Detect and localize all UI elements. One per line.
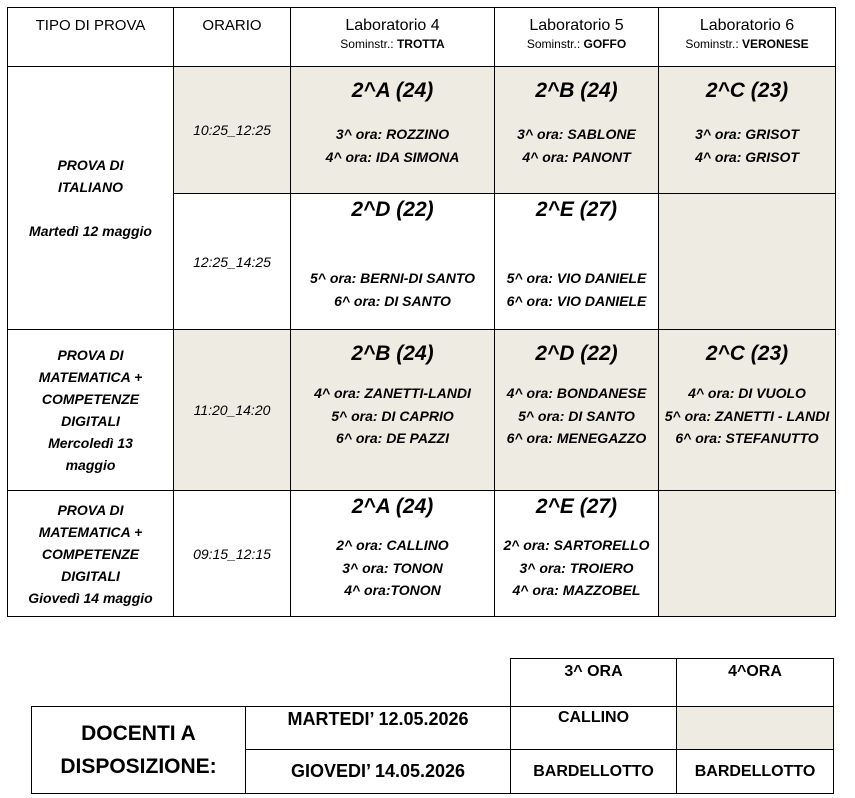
- lab-cell: 2^B (24) 3^ ora: SABLONE 4^ ora: PANONT: [495, 67, 659, 194]
- disposizione-row: [32, 707, 834, 750]
- lab-cell: 2^D (22) 4^ ora: BONDANESE 5^ ora: DI SANTO 6^ ora: MENEGAZZO: [495, 330, 659, 491]
- col-4ora: 4^ORA: [677, 659, 834, 707]
- time-slot: 11:20_14:20: [174, 330, 291, 491]
- time-slot: 10:25_12:25: [174, 67, 291, 194]
- header-lab5: Laboratorio 5 Sominstr.: GOFFO: [495, 8, 659, 67]
- time-slot: 12:25_14:25: [174, 194, 291, 330]
- schedule-row: [8, 330, 836, 491]
- schedule-row: [8, 67, 836, 194]
- prova-matematica-13: PROVA DI MATEMATICA + COMPETENZE DIGITALI Mercoledì 13 maggio: [8, 330, 174, 491]
- lab-cell: 2^C (23) 4^ ora: DI VUOLO 5^ ora: ZANETTI - LANDI 6^ ora: STEFANUTTO: [659, 330, 836, 491]
- docenti-title: DOCENTI A DISPOSIZIONE:: [32, 707, 246, 794]
- lab-cell: 2^A (24) 2^ ora: CALLINO 3^ ora: TONON 4^ ora:TONON: [291, 491, 495, 617]
- schedule-table: [7, 7, 836, 617]
- header-tipo: TIPO DI PROVA: [8, 8, 174, 67]
- lab-cell: 2^A (24) 3^ ora: ROZZINO 4^ ora: IDA SIMONA: [291, 67, 495, 194]
- lab-cell: 2^D (22) 5^ ora: BERNI-DI SANTO 6^ ora: DI SANTO: [291, 194, 495, 330]
- lab-cell: 2^C (23) 3^ ora: GRISOT 4^ ora: GRISOT: [659, 67, 836, 194]
- header-lab6: Laboratorio 6 Sominstr.: VERONESE: [659, 8, 836, 67]
- lab-cell: 2^E (27) 2^ ora: SARTORELLO 3^ ora: TROIERO 4^ ora: MAZZOBEL: [495, 491, 659, 617]
- disposizione-header-row: [32, 659, 834, 707]
- lab-cell: 2^B (24) 4^ ora: ZANETTI-LANDI 5^ ora: DI CAPRIO 6^ ora: DE PAZZI: [291, 330, 495, 491]
- lab-cell-empty: [659, 491, 836, 617]
- date-cell: GIOVEDI’ 14.05.2026: [246, 750, 511, 794]
- header-lab4: Laboratorio 4 Sominstr.: TROTTA: [291, 8, 495, 67]
- lab-cell-empty: [659, 194, 836, 330]
- teacher-cell: BARDELLOTTO: [511, 750, 677, 794]
- disposizione-table: [31, 658, 834, 794]
- teacher-cell: BARDELLOTTO: [677, 750, 834, 794]
- date-cell: MARTEDI’ 12.05.2026: [246, 707, 511, 750]
- header-orario: ORARIO: [174, 8, 291, 67]
- teacher-cell: CALLINO: [511, 707, 677, 750]
- prova-italiano: PROVA DI ITALIANO Martedì 12 maggio: [8, 67, 174, 330]
- header-row: [8, 8, 836, 67]
- schedule-row: [8, 491, 836, 617]
- time-slot: 09:15_12:15: [174, 491, 291, 617]
- col-3ora: 3^ ORA: [511, 659, 677, 707]
- teacher-cell: [677, 707, 834, 750]
- lab-cell: 2^E (27) 5^ ora: VIO DANIELE 6^ ora: VIO DANIELE: [495, 194, 659, 330]
- prova-matematica-14: PROVA DI MATEMATICA + COMPETENZE DIGITALI Giovedì 14 maggio: [8, 491, 174, 617]
